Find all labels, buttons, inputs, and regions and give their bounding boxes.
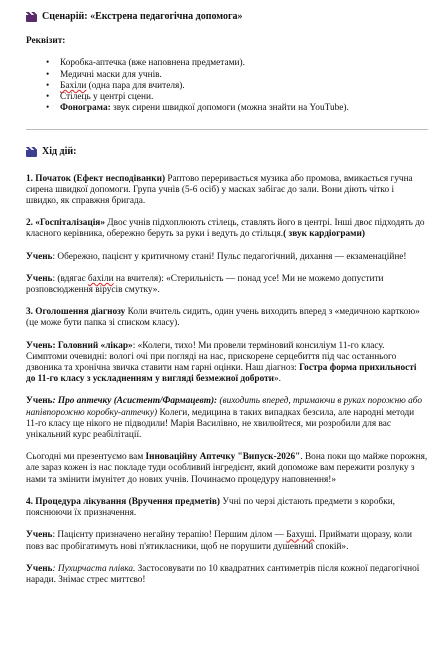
paragraph-diagnosis: 3. Оголошення діагнозу Коли вчитель сидить, один учень виходить вперед з «медичною карткою» (це може бути папка зі списком класу). [26,307,420,329]
paragraph-hospitalization: 2. «Госпіталізація» Двоє учнів підхоплюють стілець, ставлять його в центрі. Інші двоє підходять до класного керівника, обережно беруть за руки і ведуть до стільця.( звук кардіограми) [26,218,425,240]
paragraph-student-careful: Учень: Обережно, пацієнт у критичному стані! Пульс педагогічний, дихання — екзаменаційне! [26,251,407,262]
divider [26,129,428,130]
list-item: • Медичні маски для учнів. [60,70,428,81]
paragraph-start: 1. Початок (Ефект несподіванки) Раптово переривається музика або промова, вмикається гучна сирена швидкої допомоги. Група учнів (5-6 осіб) у масках забігає до зали. Вони діють чітко і швидко, як справжня бригада. [26,173,413,207]
paragraph-bubble-wrap: Учень: Пухирчаста плівка. Застосовувати по 10 квадратних сантиметрів після кожної педагогічної наради. Знімає стрес миттєво! [26,563,420,585]
paragraph-chief-doctor: Учень: Головний «лікар»: «Колеги, тихо! Ми провели терміновий консиліум 11-го класу. Симптоми очевидні: вологі очі при погляді на нас, прискорене серцебиття під час останнього дзвоника та хронічна звичка ставити нам гарні оцінки. Наш діагноз: Гостра форма прихильності до 11-го класу з ускладненням у вигляді безмежної доброти». [26,340,417,385]
list-item: • Коробка-аптечка (вже наповнена предметами). [60,58,428,69]
paragraph-student-sterility: Учень: (вдягає бахіли на вчителя): «Стерильність — понад усе! Ми не можемо допустити розповсюдження вірусів смутку». [26,273,384,296]
scenario-title-text: Сценарій: «Екстрена педагогічна допомога» [42,11,243,22]
list-item: • Фонограма: звук сирени швидкої допомоги (можна знайти на YouTube). [60,103,428,114]
action-heading [26,146,428,157]
paragraph-treatment: 4. Процедура лікування (Вручення предметів) Учні по черзі дістають предмети з коробки, пояснюючи їх призначення. [26,496,396,519]
props-heading: Реквізит: [26,36,66,47]
paragraph-presentation: Сьогодні ми презентуємо вам Інноваційну Аптечку "Випуск-2026". Вона поки що майже порожня, але зараз кожен із нас покладе туди особливий інгредієнт, який допоможе вам пережити розлуку з нами та змінити імунітет до нових учнів. Починаємо процедуру наповнення!» [26,452,428,485]
list-item: • Бахіли (одна пара для вчителя). [60,81,428,92]
clapperboard-icon [26,147,37,157]
paragraph-first-aid-kit: Учень: Про аптечку (Асистент/Фармацевт): (виходить вперед, тримаючи в руках порожню або напівпорожню коробку-аптечку) Колеги, медицина в таких випадках безсила, але народні методи 11-го класу ще нікого не підводили! Марія Василівно, не хвилюйтеся, ми розробили для вас унікальний курс реабілітації. [26,396,423,441]
paragraph-student-therapy: Учень: Пацієнту призначено негайну терапію! Першим ділом — Бахуші. Приймати щоразу, коли повз вас пробігатимуть нові п'ятикласники, щоб не порушити душевний спокій». [26,530,413,552]
scenario-title [26,11,428,22]
props-list [26,58,428,114]
clapperboard-icon [26,12,37,22]
action-heading-text: Хід дій: [42,146,77,158]
list-item: • Стілець у центрі сцени. [60,92,428,103]
